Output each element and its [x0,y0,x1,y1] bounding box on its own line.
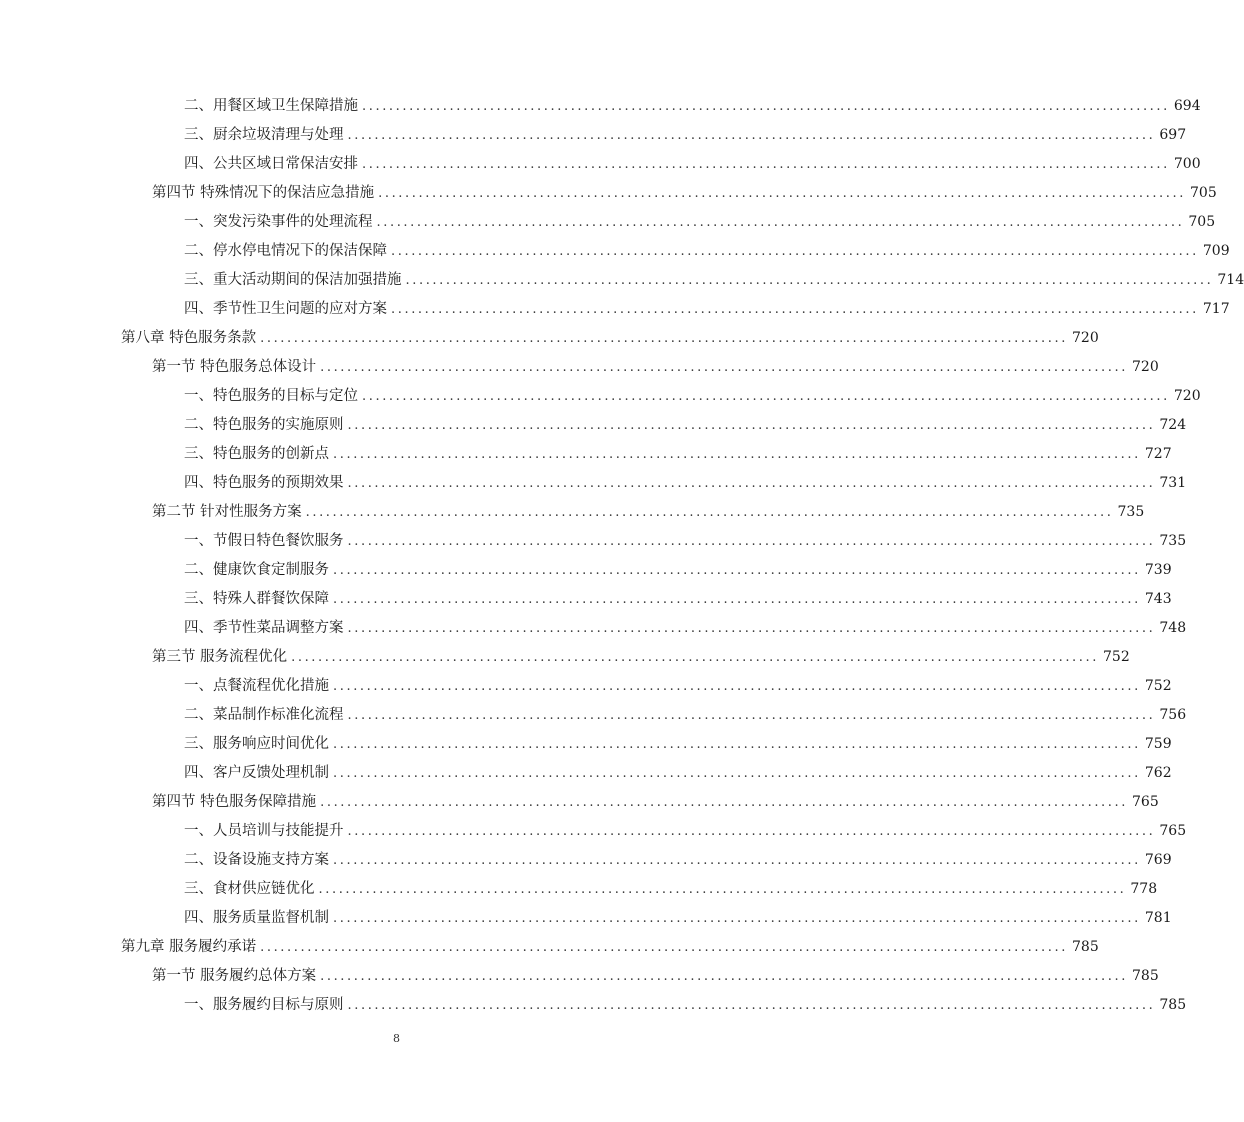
toc-dot-leader: ........................................................................................................................ [333,853,1141,868]
toc-entry-page: 720 [1072,330,1099,346]
toc-entry-page: 756 [1159,707,1187,723]
toc-entry[interactable] [0,527,1187,556]
toc-entry-page: 752 [1103,649,1130,665]
toc-entry[interactable] [0,179,1217,208]
toc-dot-leader: ........................................................................................................................ [362,99,1170,114]
toc-entry[interactable] [0,701,1187,730]
toc-entry[interactable] [0,788,1159,817]
toc-entry-page: 727 [1144,446,1172,462]
toc-dot-leader: ........................................................................................................................ [333,911,1141,926]
toc-entry-title: 第一节 特色服务总体设计 [152,359,317,375]
toc-entry-page: 709 [1202,243,1230,259]
toc-entry-title: 第九章 服务履约承诺 [121,939,257,955]
toc-entry-title: 一、点餐流程优化措施 [184,678,329,694]
toc-entry-title: 三、特殊人群餐饮保障 [184,591,329,607]
toc-dot-leader: ........................................................................................................................ [333,592,1141,607]
toc-entry[interactable] [0,208,1216,237]
table-of-contents [0,92,1244,1020]
toc-entry-title: 一、特色服务的目标与定位 [184,388,358,404]
toc-entry[interactable] [0,846,1172,875]
toc-entry-title: 一、节假日特色餐饮服务 [184,533,344,549]
toc-entry[interactable] [0,875,1158,904]
toc-entry-title: 三、重大活动期间的保洁加强措施 [184,272,402,288]
toc-dot-leader: ........................................................................................................................ [333,563,1141,578]
toc-dot-leader: ........................................................................................................................ [347,824,1156,839]
toc-dot-leader: ........................................................................................................................ [291,650,1099,665]
toc-entry-page: 724 [1159,417,1187,433]
toc-entry-title: 四、客户反馈处理机制 [184,765,329,781]
toc-dot-leader: ........................................................................................................................ [376,215,1185,230]
toc-dot-leader: ........................................................................................................................ [391,302,1199,317]
toc-entry[interactable] [0,585,1172,614]
toc-entry-title: 二、健康饮食定制服务 [184,562,329,578]
toc-dot-leader: ........................................................................................................................ [333,447,1141,462]
toc-entry-page: 717 [1202,301,1230,317]
toc-entry-page: 739 [1144,562,1172,578]
toc-dot-leader: ........................................................................................................................ [347,128,1156,143]
toc-dot-leader: ........................................................................................................................ [318,882,1127,897]
toc-entry[interactable] [0,498,1145,527]
toc-dot-leader: ........................................................................................................................ [333,679,1141,694]
toc-dot-leader: ........................................................................................................................ [320,795,1128,810]
toc-dot-leader: ........................................................................................................................ [347,534,1156,549]
toc-entry-page: 748 [1159,620,1187,636]
toc-dot-leader: ........................................................................................................................ [333,737,1141,752]
toc-entry[interactable] [0,933,1099,962]
toc-entry-title: 四、季节性卫生问题的应对方案 [184,301,387,317]
toc-dot-leader: ........................................................................................................................ [391,244,1199,259]
toc-entry[interactable] [0,614,1187,643]
toc-entry[interactable] [0,817,1187,846]
toc-dot-leader: ........................................................................................................................ [347,476,1156,491]
toc-entry-title: 三、食材供应链优化 [184,881,315,897]
toc-entry[interactable] [0,991,1187,1020]
toc-entry[interactable] [0,92,1201,121]
toc-entry[interactable] [0,382,1201,411]
toc-dot-leader: ........................................................................................................................ [347,708,1156,723]
toc-entry[interactable] [0,295,1230,324]
toc-entry[interactable] [0,121,1187,150]
toc-dot-leader: ........................................................................................................................ [260,940,1068,955]
toc-entry-page: 720 [1173,388,1201,404]
toc-entry[interactable] [0,469,1187,498]
toc-entry[interactable] [0,266,1244,295]
toc-dot-leader: ........................................................................................................................ [347,998,1156,1013]
toc-dot-leader: ........................................................................................................................ [320,969,1128,984]
toc-entry-title: 一、服务履约目标与原则 [184,997,344,1013]
toc-entry[interactable] [0,237,1230,266]
toc-entry[interactable] [0,904,1172,933]
toc-entry-page: 762 [1144,765,1172,781]
toc-dot-leader: ........................................................................................................................ [305,505,1114,520]
toc-entry-title: 第一节 服务履约总体方案 [152,968,317,984]
toc-entry-title: 四、公共区域日常保洁安排 [184,156,358,172]
toc-entry-title: 三、服务响应时间优化 [184,736,329,752]
toc-entry[interactable] [0,730,1172,759]
toc-dot-leader: ........................................................................................................................ [347,621,1156,636]
toc-dot-leader: ........................................................................................................................ [260,331,1068,346]
toc-entry-page: 694 [1173,98,1201,114]
toc-entry-page: 769 [1144,852,1172,868]
toc-entry-page: 752 [1144,678,1172,694]
toc-entry-title: 二、设备设施支持方案 [184,852,329,868]
toc-entry[interactable] [0,672,1172,701]
toc-entry-page: 714 [1217,272,1244,288]
toc-entry-page: 705 [1190,185,1217,201]
toc-dot-leader: ........................................................................................................................ [347,418,1156,433]
toc-entry-page: 759 [1144,736,1172,752]
toc-entry-title: 第四节 特殊情况下的保洁应急措施 [152,185,375,201]
toc-entry-title: 第四节 特色服务保障措施 [152,794,317,810]
toc-entry-title: 四、季节性菜品调整方案 [184,620,344,636]
toc-entry[interactable] [0,643,1130,672]
toc-entry-page: 785 [1072,939,1099,955]
toc-entry[interactable] [0,411,1187,440]
toc-entry-title: 一、人员培训与技能提升 [184,823,344,839]
toc-entry-title: 四、特色服务的预期效果 [184,475,344,491]
toc-entry-page: 765 [1159,823,1187,839]
toc-entry-page: 765 [1132,794,1159,810]
toc-entry-page: 785 [1132,968,1159,984]
toc-entry-title: 二、特色服务的实施原则 [184,417,344,433]
toc-dot-leader: ........................................................................................................................ [362,157,1170,172]
toc-entry-page: 735 [1117,504,1145,520]
toc-entry-title: 第三节 服务流程优化 [152,649,288,665]
toc-entry-title: 四、服务质量监督机制 [184,910,329,926]
toc-entry-page: 781 [1144,910,1172,926]
toc-entry-title: 一、突发污染事件的处理流程 [184,214,373,230]
toc-dot-leader: ........................................................................................................................ [362,389,1170,404]
toc-entry-title: 第八章 特色服务条款 [121,330,257,346]
page-number: 8 [393,1032,400,1045]
toc-entry-title: 三、厨余垃圾清理与处理 [184,127,344,143]
toc-entry-page: 778 [1130,881,1158,897]
toc-dot-leader: ........................................................................................................................ [378,186,1186,201]
toc-entry-page: 700 [1173,156,1201,172]
toc-entry-title: 二、停水停电情况下的保洁保障 [184,243,387,259]
toc-dot-leader: ........................................................................................................................ [405,273,1214,288]
toc-entry-page: 731 [1159,475,1187,491]
toc-entry[interactable] [0,556,1172,585]
toc-entry-title: 第二节 针对性服务方案 [152,504,302,520]
toc-entry[interactable] [0,440,1172,469]
toc-entry[interactable] [0,324,1099,353]
toc-entry-page: 785 [1159,997,1187,1013]
toc-entry-title: 三、特色服务的创新点 [184,446,329,462]
toc-entry[interactable] [0,759,1172,788]
toc-entry-title: 二、用餐区域卫生保障措施 [184,98,358,114]
toc-entry-page: 697 [1159,127,1187,143]
toc-entry-page: 735 [1159,533,1187,549]
toc-dot-leader: ........................................................................................................................ [320,360,1128,375]
toc-entry-page: 720 [1132,359,1159,375]
toc-entry[interactable] [0,150,1201,179]
toc-entry-page: 743 [1144,591,1172,607]
toc-entry[interactable] [0,962,1159,991]
toc-entry-title: 二、菜品制作标准化流程 [184,707,344,723]
toc-entry-page: 705 [1188,214,1216,230]
toc-entry[interactable] [0,353,1159,382]
toc-dot-leader: ........................................................................................................................ [333,766,1141,781]
